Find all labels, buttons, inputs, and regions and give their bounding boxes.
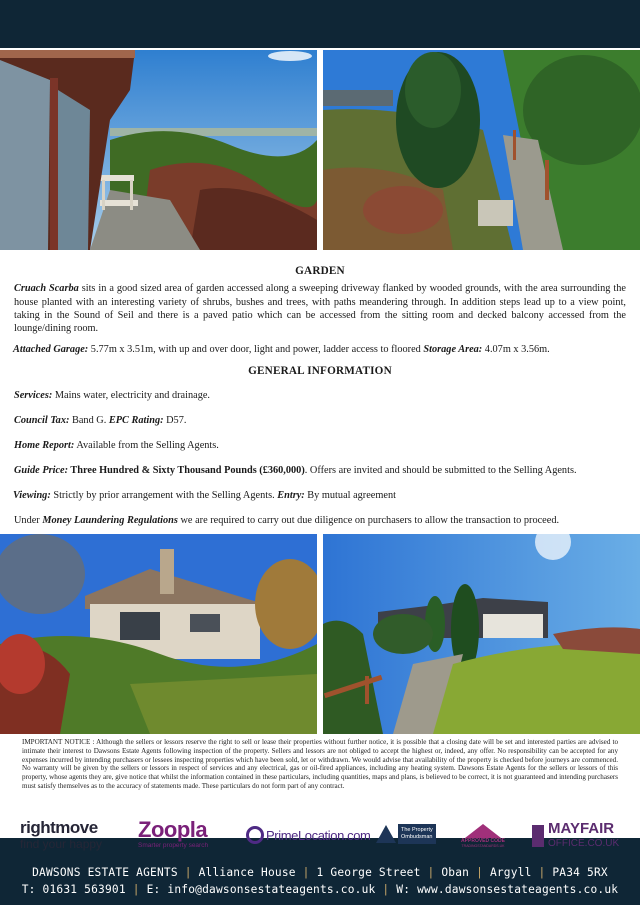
- approved-code-logo[interactable]: [458, 824, 508, 848]
- mayfair-domain: OFFICE.CO.UK: [548, 838, 620, 849]
- storage-label: Storage Area:: [423, 344, 483, 356]
- tax-epc-line: [14, 414, 626, 427]
- ombudsman-line2: Ombudsman: [401, 834, 433, 840]
- address-county: Argyll: [489, 866, 532, 879]
- services-line: [14, 389, 626, 402]
- address-town: Oban: [441, 866, 470, 879]
- rightmove-tagline: find your happy: [20, 837, 103, 851]
- services-text: Mains water, electricity and drainage.: [52, 389, 211, 401]
- agency-footer: [0, 864, 640, 898]
- separator: |: [382, 883, 390, 896]
- entry-label: Entry:: [277, 490, 305, 502]
- garage-line: [13, 343, 626, 356]
- approved-code-icon: [465, 824, 501, 838]
- photo-garden-steps: [323, 50, 640, 250]
- zoopla-wordmark: Zoopla: [138, 817, 208, 842]
- guide-price-label: Guide Price:: [14, 465, 69, 477]
- photo-garden-lawn: [323, 534, 640, 734]
- home-report-text: Available from the Selling Agents.: [74, 439, 219, 451]
- rightmove-logo[interactable]: [20, 818, 120, 851]
- address-postcode: PA34 5RX: [552, 866, 608, 879]
- viewing-text: Strictly by prior arrangement with the Selling Agents.: [50, 490, 278, 502]
- photo-garden-terrace: [0, 50, 317, 250]
- ml-text: we are required to carry out due diligence on purchasers to allow the transaction to proceed.: [177, 515, 560, 527]
- approved-code-text: APPROVED CODE: [461, 838, 505, 844]
- email-link[interactable]: E: info@dawsonsestateagents.co.uk: [146, 883, 376, 896]
- approved-code-subtext: TRADINGSTANDARDS.UK: [461, 844, 505, 848]
- ml-label: Money Laundering Regulations: [42, 515, 178, 527]
- services-label: Services:: [14, 389, 53, 401]
- website-link[interactable]: W: www.dawsonsestateagents.co.uk: [396, 883, 619, 896]
- ombudsman-logo[interactable]: [376, 824, 436, 844]
- tax-label: Council Tax:: [14, 414, 70, 426]
- property-details: [14, 262, 626, 536]
- money-laundering-line: [14, 514, 626, 527]
- company-name: DAWSONS ESTATE AGENTS: [32, 866, 178, 879]
- separator: |: [476, 866, 483, 879]
- address-street: 1 George Street: [316, 866, 421, 879]
- epc-label: EPC Rating:: [108, 414, 164, 426]
- guide-price-value: Three Hundred & Sixty Thousand Pounds (£360,000): [68, 465, 305, 477]
- garden-description: [14, 282, 626, 335]
- viewing-label: Viewing:: [13, 490, 51, 502]
- address-building: Alliance House: [198, 866, 296, 879]
- portal-logos: [20, 818, 620, 858]
- separator: |: [538, 866, 546, 879]
- primelocation-logo[interactable]: [246, 826, 371, 844]
- separator: |: [184, 866, 192, 879]
- important-notice: IMPORTANT NOTICE : Although the sellers or lessors reserve the right to sell or lease their properties without further notice, it is possible that a closing date will be set and interested parties are advised to intimate their interest to Dawsons Estate Agents following inspection of the property. Sellers and lessors are not obliged to accept the highest or, indeed, any offer. No responsibility can be accepted for any expenses incurred by intending purchasers or lessees inspecting properties which have been sold, let or withdrawn. We would advise that availability of the property is checked before journeys are commenced. No warranty will be given by the sellers or lessors in respect of services and any electrical, gas or oil-fired appliances, including any heating system. Dawsons Estate Agents for the sellers or lessors of this property, whose agents they are, give notice that whilst the information contained in these particulars, including quantities, maps and plans, is believed to be correct, it is not guaranteed and intending purchasers must satisfy themselves as to the accuracy of statements made. These particulars do not form part of any contract.: [22, 738, 618, 790]
- separator: |: [302, 866, 310, 879]
- entry-text: By mutual agreement: [304, 490, 396, 502]
- mayfair-logo[interactable]: [532, 822, 622, 850]
- ombudsman-icon: [376, 825, 396, 843]
- footer-contact-line: [0, 881, 640, 898]
- separator: |: [132, 883, 140, 896]
- separator: |: [427, 866, 435, 879]
- zoopla-tagline: Smarter property search: [138, 842, 209, 849]
- storage-text: 4.07m x 3.56m.: [482, 344, 550, 356]
- home-report-line: [14, 439, 626, 452]
- garden-heading: GARDEN: [295, 265, 345, 277]
- mayfair-wordmark: MAYFAIR: [548, 820, 615, 837]
- photo-house-exterior: [0, 534, 317, 734]
- rightmove-wordmark: rightmove: [20, 818, 98, 837]
- garage-label: Attached Garage:: [13, 344, 89, 356]
- guide-price-text: . Offers are invited and should be submitted to the Selling Agents.: [304, 465, 577, 477]
- primelocation-icon: [246, 826, 264, 844]
- viewing-entry-line: [13, 489, 626, 502]
- phone-link[interactable]: T: 01631 563901: [21, 883, 126, 896]
- tax-text: Band G.: [69, 414, 109, 426]
- zoopla-logo[interactable]: [138, 818, 238, 849]
- garden-text: sits in a good sized area of garden accessed along a sweeping driveway flanked by wooded grounds, with the area surrounding the house planted with an interesting variety of shrubs, bushes and trees, with paths meandering through. In addition steps lead up to a view point, taking in the Sound of Seil and there is a paved patio which can be accessed from the sitting room and decked balcony accessed from the lounge/dining room.: [14, 283, 626, 334]
- garage-text: 5.77m x 3.51m, with up and over door, light and power, ladder access to floored: [88, 344, 424, 356]
- guide-price-line: [14, 464, 626, 477]
- ombudsman-line1: The Property: [401, 827, 433, 833]
- property-name: Cruach Scarba: [14, 283, 79, 295]
- epc-text: D57.: [163, 414, 187, 426]
- primelocation-wordmark: PrimeLocation.com: [266, 827, 371, 843]
- footer-address-line: [0, 864, 640, 881]
- general-info-heading: GENERAL INFORMATION: [248, 365, 392, 378]
- ml-pre: Under: [14, 515, 43, 527]
- home-report-label: Home Report:: [14, 439, 75, 451]
- mayfair-tower-icon: [532, 825, 544, 847]
